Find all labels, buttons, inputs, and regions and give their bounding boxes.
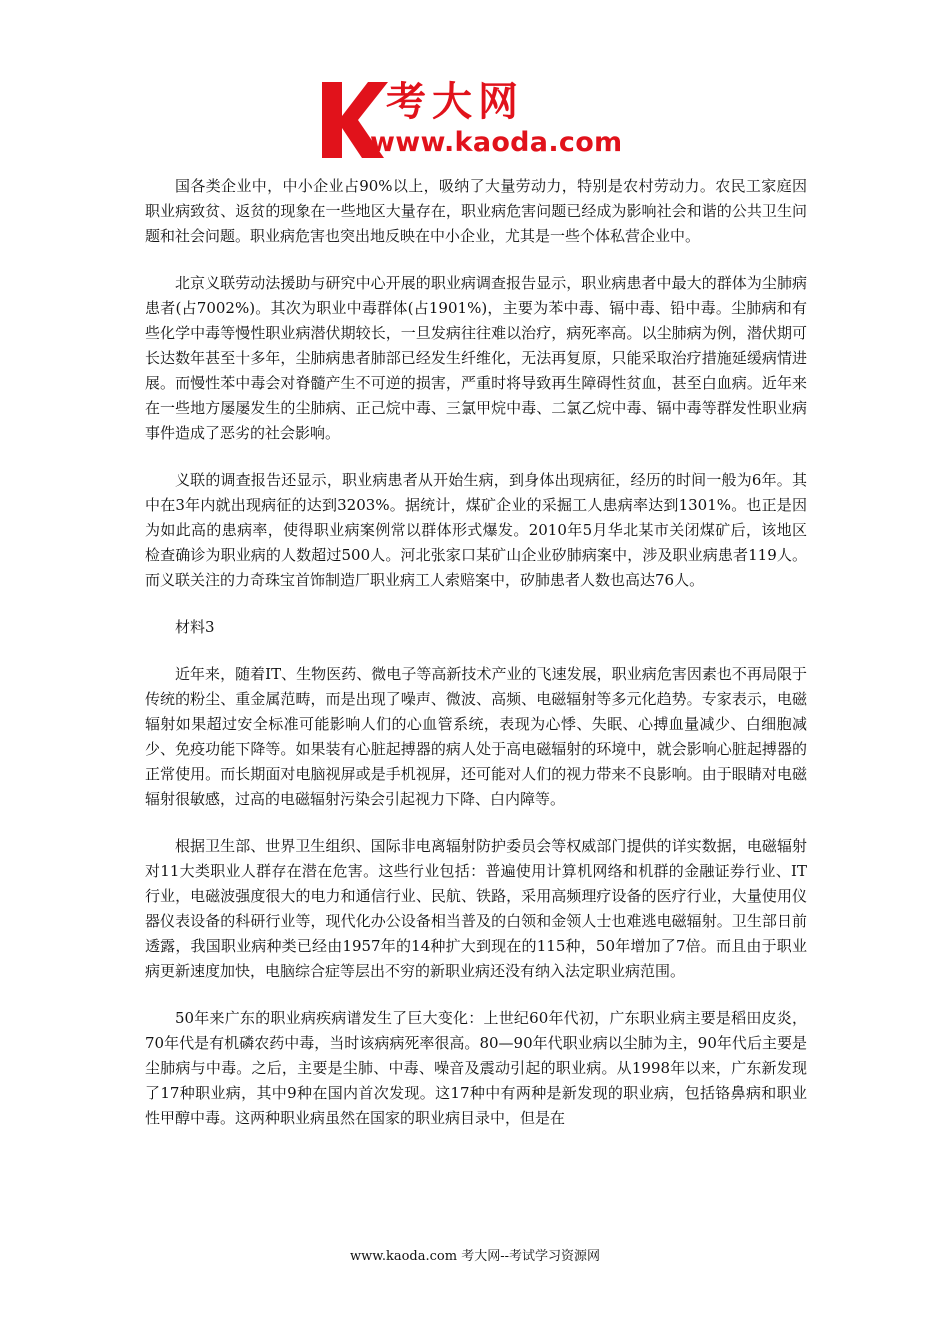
article-body bbox=[145, 174, 807, 1153]
paragraph-6: 50年来广东的职业病疾病谱发生了巨大变化：上世纪60年代初，广东职业病主要是稻田皮炎，70年代是有机磷农药中毒，当时该病病死率很高。80—90年代职业病以尘肺为主，90年代后主要是尘肺病与中毒。之后，主要是尘肺、中毒、噪音及震动引起的职业病。从1998年以来，广东新发现了17种职业病，其中9种在国内首次发现。这17种中有两种是新发现的职业病，包括铬鼻病和职业性甲醇中毒。这两种职业病虽然在国家的职业病目录中，但是在 bbox=[145, 1009, 807, 1127]
paragraph-3: 义联的调查报告还显示，职业病患者从开始生病，到身体出现病征，经历的时间一般为6年。其中在3年内就出现病征的达到3203%。据统计，煤矿企业的采掘工人患病率达到1301%。也正是因为如此高的患病率，使得职业病案例常以群体形式爆发。2010年5月华北某市关闭煤矿后，该地区检查确诊为职业病的人数超过500人。河北张家口某矿山企业矽肺病案中，涉及职业病患者119人。而义联关注的力奇珠宝首饰制造厂职业病工人索赔案中，矽肺患者人数也高达76人。 bbox=[145, 471, 807, 589]
page-footer: www.kaoda.com 考大网--考试学习资源网 bbox=[350, 1249, 600, 1264]
paragraph-1: 国各类企业中，中小企业占90%以上，吸纳了大量劳动力，特别是农村劳动力。农民工家庭因职业病致贫、返贫的现象在一些地区大量存在，职业病危害问题已经成为影响社会和谐的公共卫生问题和社会问题。职业病危害也突出地反映在中小企业，尤其是一些个体私营企业中。 bbox=[145, 177, 807, 245]
logo-brand-name: 考大网 bbox=[386, 79, 524, 125]
section-heading-material-3: 材料3 bbox=[175, 618, 215, 636]
logo-brand-url: www.kaoda.com bbox=[370, 127, 623, 158]
paragraph-5: 根据卫生部、世界卫生组织、国际非电离辐射防护委员会等权威部门提供的详实数据，电磁辐射对11大类职业人群存在潜在危害。这些行业包括：普遍使用计算机网络和机群的金融证券行业、IT行业，电磁波强度很大的电力和通信行业、民航、铁路，采用高频理疗设备的医疗行业，大量使用仪器仪表设备的科研行业等，现代化办公设备相当普及的白领和金领人士也难逃电磁辐射。卫生部日前透露，我国职业病种类已经由1957年的14种扩大到现在的115种，50年增加了7倍。而且由于职业病更新速度加快，电脑综合症等层出不穷的新职业病还没有纳入法定职业病范围。 bbox=[145, 837, 807, 980]
paragraph-2: 北京义联劳动法援助与研究中心开展的职业病调查报告显示，职业病患者中最大的群体为尘肺病患者(占7002%)。其次为职业中毒群体(占1901%)，主要为苯中毒、镉中毒、铅中毒。尘肺病和有些化学中毒等慢性职业病潜伏期较长，一旦发病往往难以治疗，病死率高。以尘肺病为例，潜伏期可长达数年甚至十多年，尘肺病患者肺部已经发生纤维化，无法再复原，只能采取治疗措施延缓病情进展。而慢性苯中毒会对脊髓产生不可逆的损害，严重时将导致再生障碍性贫血，甚至白血病。近年来在一些地方屡屡发生的尘肺病、正己烷中毒、三氯甲烷中毒、二氯乙烷中毒、镉中毒等群发性职业病事件造成了恶劣的社会影响。 bbox=[145, 274, 807, 442]
paragraph-4: 近年来，随着IT、生物医药、微电子等高新技术产业的飞速发展，职业病危害因素也不再局限于传统的粉尘、重金属范畴，而是出现了噪声、微波、高频、电磁辐射等多元化趋势。专家表示，电磁辐射如果超过安全标准可能影响人们的心血管系统，表现为心悸、失眠、心搏血量减少、白细胞减少、免疫功能下降等。如果装有心脏起搏器的病人处于高电磁辐射的环境中，就会影响心脏起搏器的正常使用。而长期面对电脑视屏或是手机视屏，还可能对人们的视力带来不良影响。由于眼睛对电磁辐射很敏感，过高的电磁辐射污染会引起视力下降、白内障等。 bbox=[145, 665, 807, 808]
site-logo bbox=[318, 76, 643, 162]
